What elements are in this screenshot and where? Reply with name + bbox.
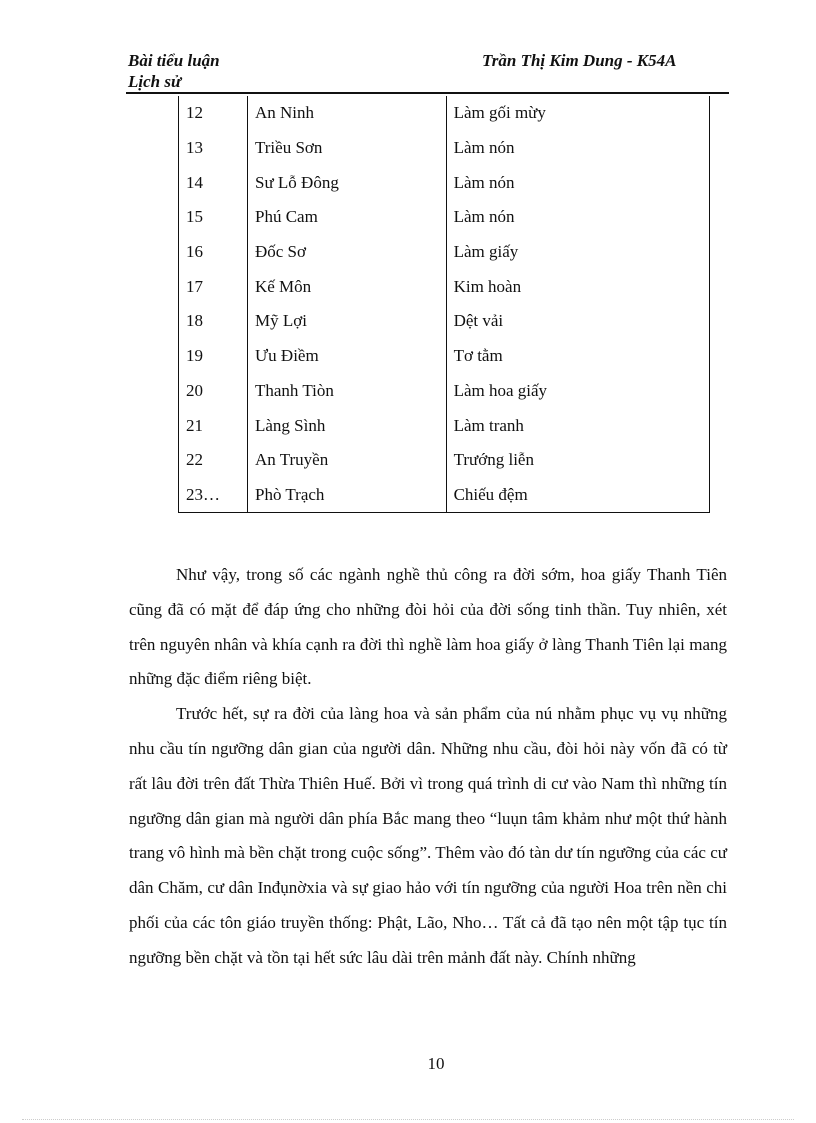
- village-name: Sư Lỗ Đông: [247, 165, 446, 200]
- craft-name: Dệt vải: [446, 304, 709, 339]
- header-author: Trần Thị Kim Dung - K54A: [482, 51, 677, 70]
- row-number: 21: [179, 408, 248, 443]
- header-left: [128, 50, 220, 92]
- craft-name: Kim hoàn: [446, 269, 709, 304]
- row-number: 19: [179, 339, 248, 374]
- village-name: Kế Môn: [247, 269, 446, 304]
- header-divider: [126, 92, 729, 94]
- craft-name: Làm nón: [446, 165, 709, 200]
- craft-name: Làm hoa giấy: [446, 374, 709, 409]
- table-row: [179, 443, 710, 478]
- paragraph: Trước hết, sự ra đời của làng hoa và sản phẩm của nú nhằm phục vụ vụ những nhu cầu tín ngưỡng dân gian của người dân. Những nhu cầu, đòi hỏi này vốn đã có từ rất lâu đời trên đất Thừa Thiên Huế. Bởi vì trong quá trình di cư vào Nam thì những tín ngưỡng dân gian mà người dân phía Bắc mang theo “luụn tâm khảm như một thứ hành trang vô hình mà bền chặt trong cuộc sống”. Thêm vào đó tàn dư tín ngưỡng của các cư dân Chăm, cư dân Inđụnờxia và sự giao hảo với tín ngưỡng của người Hoa trên nền chi phối của các tôn giáo truyền thống: Phật, Lão, Nho… Tất cả đã tạo nên một tập tục tín ngưỡng bền chặt và tồn tại hết sức lâu dài trên mảnh đất này. Chính những: [129, 704, 727, 967]
- table-row: [179, 96, 710, 131]
- craft-name: Làm nón: [446, 200, 709, 235]
- body-text: [129, 558, 727, 976]
- table-row: [179, 408, 710, 443]
- row-number: 18: [179, 304, 248, 339]
- header-subject: Lịch sử: [128, 72, 182, 91]
- craft-village-table: [178, 96, 710, 513]
- village-name: Triều Sơn: [247, 131, 446, 166]
- row-number: 13: [179, 131, 248, 166]
- craft-name: Làm gối mừy: [446, 96, 709, 131]
- village-name: Mỹ Lợi: [247, 304, 446, 339]
- row-number: 20: [179, 374, 248, 409]
- craft-name: Làm giấy: [446, 235, 709, 270]
- table-row: [179, 131, 710, 166]
- row-number: 23…: [179, 478, 248, 513]
- row-number: 22: [179, 443, 248, 478]
- header-title: Bài tiểu luận: [128, 51, 220, 70]
- village-name: Làng Sình: [247, 408, 446, 443]
- page-number: 10: [427, 1054, 445, 1073]
- table-row: [179, 478, 710, 513]
- craft-name: Chiếu đệm: [446, 478, 709, 513]
- table-row: [179, 339, 710, 374]
- craft-name: Làm nón: [446, 131, 709, 166]
- table-row: [179, 374, 710, 409]
- craft-name: Tơ tằm: [446, 339, 709, 374]
- table-row: [179, 200, 710, 235]
- village-name: Ưu Điềm: [247, 339, 446, 374]
- village-name: Thanh Tiòn: [247, 374, 446, 409]
- page-edge-divider: [22, 1119, 794, 1120]
- row-number: 17: [179, 269, 248, 304]
- table-row: [179, 165, 710, 200]
- craft-name: Trướng liễn: [446, 443, 709, 478]
- village-name: An Truyền: [247, 443, 446, 478]
- table-row: [179, 235, 710, 270]
- row-number: 16: [179, 235, 248, 270]
- table-row: [179, 269, 710, 304]
- craft-name: Làm tranh: [446, 408, 709, 443]
- table-row: [179, 304, 710, 339]
- row-number: 15: [179, 200, 248, 235]
- village-name: Phò Trạch: [247, 478, 446, 513]
- village-name: Đốc Sơ: [247, 235, 446, 270]
- row-number: 12: [179, 96, 248, 131]
- village-name: Phú Cam: [247, 200, 446, 235]
- paragraph: Như vậy, trong số các ngành nghề thủ công ra đời sớm, hoa giấy Thanh Tiên cũng đã có mặt để đáp ứng cho những đòi hỏi của đời sống tinh thần. Tuy nhiên, xét trên nguyên nhân và khía cạnh ra đời thì nghề làm hoa giấy ở làng Thanh Tiên lại mang những đặc điểm riêng biệt.: [129, 565, 727, 689]
- village-name: An Ninh: [247, 96, 446, 131]
- table-body: [179, 96, 710, 513]
- row-number: 14: [179, 165, 248, 200]
